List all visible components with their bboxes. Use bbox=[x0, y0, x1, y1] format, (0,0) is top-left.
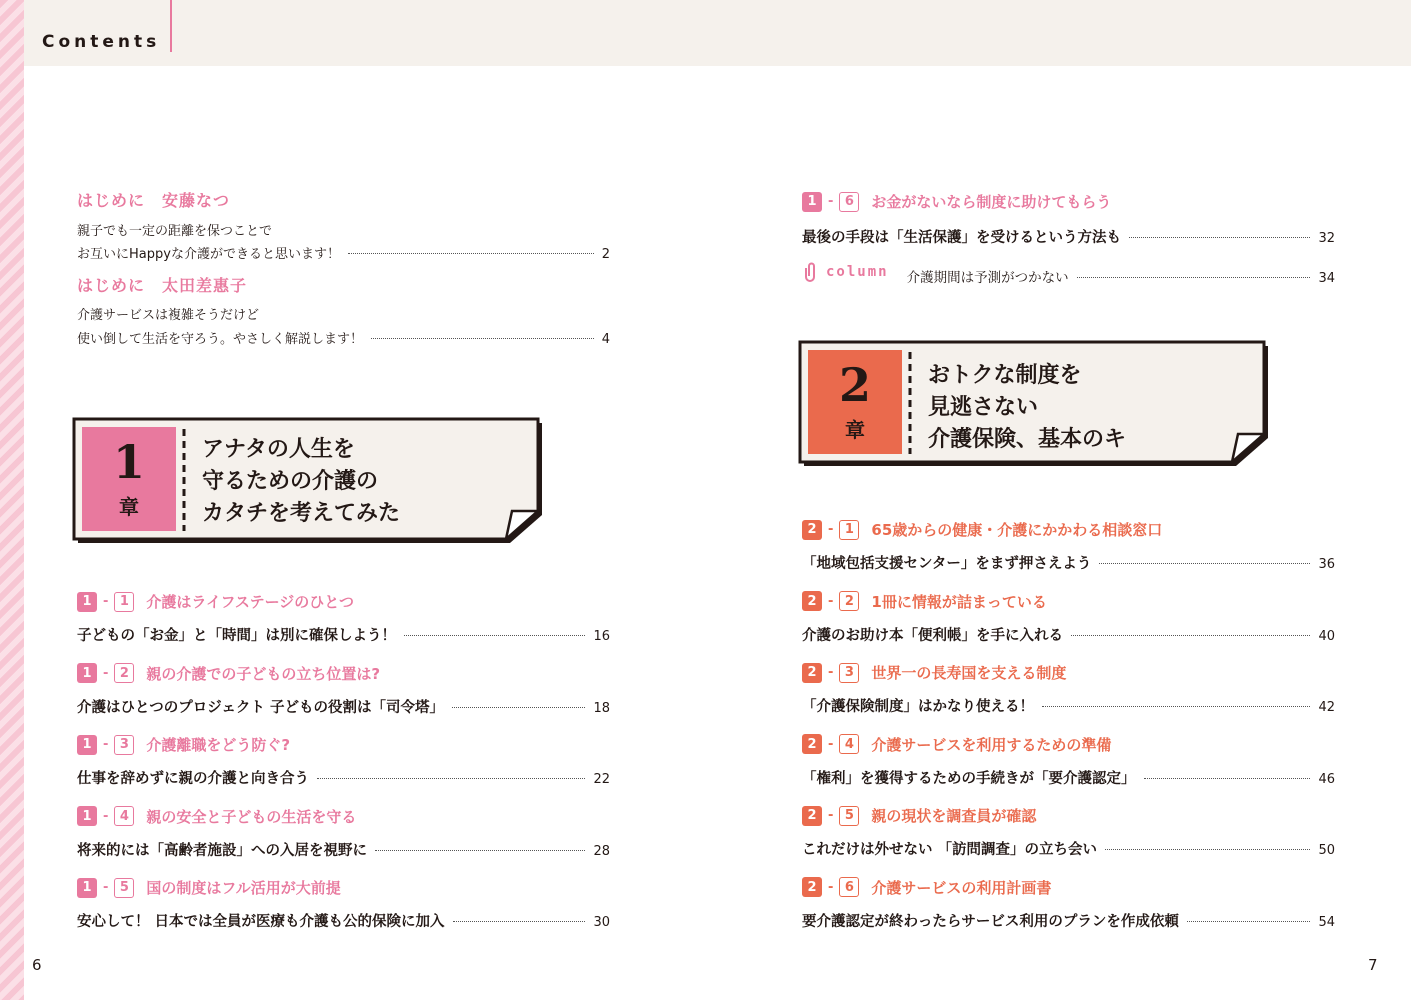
chapter-badge: 1 bbox=[77, 663, 97, 683]
page-number: 4 bbox=[601, 332, 610, 347]
chapter-title-line: おトクな制度を bbox=[928, 363, 1082, 388]
chapter-badge: 2 bbox=[802, 877, 822, 897]
dot-leader bbox=[1071, 635, 1310, 636]
toc-entry[interactable] bbox=[77, 696, 610, 717]
toc-entry[interactable] bbox=[802, 552, 1335, 573]
separator: - bbox=[103, 737, 109, 752]
dot-leader bbox=[348, 253, 594, 254]
section-heading[interactable] bbox=[77, 591, 354, 612]
section-badge: 4 bbox=[114, 806, 134, 826]
section-title: 介護サービスの利用計画書 bbox=[871, 878, 1052, 897]
section-subtitle: 最後の手段は「生活保護」を受けるという方法も bbox=[802, 230, 1121, 246]
toc-entry[interactable] bbox=[802, 695, 1335, 716]
section-title: 介護はライフステージのひとつ bbox=[146, 593, 355, 611]
column-word: column bbox=[826, 264, 889, 280]
page-number: 30 bbox=[593, 915, 610, 930]
section-subtitle: 「地域包括支援センター」をまず押さえよう bbox=[802, 556, 1092, 572]
page-number: 28 bbox=[593, 843, 610, 859]
dot-leader bbox=[317, 778, 585, 779]
section-badge: 4 bbox=[839, 734, 859, 754]
section-title: 国の制度はフル活用が大前提 bbox=[146, 879, 341, 897]
chapter-badge: 1 bbox=[77, 806, 97, 826]
chapter-kanji: 章 bbox=[119, 494, 139, 519]
page-number: 40 bbox=[1318, 628, 1335, 644]
intro-line: 使い倒して生活を守ろう。やさしく解説します！ bbox=[77, 332, 364, 347]
chapter-kanji: 章 bbox=[845, 417, 865, 442]
section-subtitle: 将来的には「高齢者施設」への入居を視野に bbox=[77, 842, 367, 859]
chapter-badge: 2 bbox=[802, 591, 822, 611]
separator: - bbox=[103, 808, 109, 824]
section-subtitle: 仕事を辞めずに親の介護と向き合う bbox=[77, 771, 309, 787]
intro-heading-ando: はじめに 安藤なつ bbox=[77, 191, 231, 210]
separator: - bbox=[828, 522, 834, 537]
section-title: 親の介護での子どもの立ち位置は? bbox=[146, 664, 381, 683]
separator: - bbox=[103, 665, 109, 681]
section-subtitle: 安心して！ 日本では全員が医療も介護も公的保険に加入 bbox=[77, 914, 445, 930]
chapter-number: 1 bbox=[112, 434, 145, 489]
section-badge: 5 bbox=[114, 878, 134, 898]
toc-entry[interactable] bbox=[77, 624, 610, 645]
section-badge: 1 bbox=[839, 520, 859, 540]
separator: - bbox=[828, 194, 834, 209]
column-label bbox=[802, 262, 889, 282]
section-title: 1冊に情報が詰まっている bbox=[871, 592, 1047, 611]
section-heading[interactable] bbox=[77, 734, 290, 755]
toc-entry[interactable] bbox=[802, 767, 1335, 788]
section-badge: 1 bbox=[114, 592, 134, 612]
section-heading[interactable] bbox=[802, 734, 1111, 755]
section-title: 親の現状を調査員が確認 bbox=[871, 807, 1037, 825]
section-title: 65歳からの健康・介護にかかわる相談窓口 bbox=[871, 521, 1163, 539]
decorative-stripe bbox=[0, 0, 24, 1000]
separator: - bbox=[828, 736, 834, 752]
section-title: 世界一の長寿国を支える制度 bbox=[871, 664, 1067, 682]
column-title: 介護期間は予測がつかない bbox=[906, 270, 1069, 286]
toc-entry[interactable] bbox=[802, 226, 1335, 247]
section-subtitle: 「介護保険制度」はかなり使える！ bbox=[802, 699, 1034, 715]
page-number: 54 bbox=[1318, 914, 1335, 930]
section-subtitle: これだけは外せない 「訪問調査」の立ち会い bbox=[802, 842, 1098, 858]
dot-leader bbox=[453, 921, 586, 922]
chapter-badge: 1 bbox=[802, 192, 822, 212]
chapter-title-line: アナタの人生を bbox=[202, 437, 355, 462]
section-title: 介護サービスを利用するための準備 bbox=[871, 735, 1112, 754]
toc-entry[interactable] bbox=[77, 910, 610, 931]
chapter-title-line: 介護保険、基本のキ bbox=[928, 427, 1127, 452]
chapter-badge: 1 bbox=[77, 592, 97, 612]
section-badge: 2 bbox=[839, 591, 859, 611]
dot-leader bbox=[452, 707, 585, 708]
dot-leader bbox=[1077, 277, 1311, 278]
section-subtitle: 「権利」を獲得するための手続きが「要介護認定」 bbox=[802, 770, 1136, 787]
section-heading[interactable] bbox=[77, 806, 356, 827]
chapter1-label bbox=[82, 427, 176, 531]
page-number: 22 bbox=[593, 772, 610, 787]
section-badge: 6 bbox=[839, 877, 859, 897]
dot-leader bbox=[1105, 849, 1310, 850]
column-entry[interactable] bbox=[802, 262, 1335, 286]
page-number: 50 bbox=[1318, 843, 1335, 858]
page-number-left: 6 bbox=[32, 956, 42, 974]
chapter2-label bbox=[808, 350, 902, 454]
separator: - bbox=[828, 808, 834, 823]
header-band bbox=[24, 0, 1411, 66]
separator: - bbox=[828, 879, 834, 895]
chapter-badge: 2 bbox=[802, 663, 822, 683]
page-number: 18 bbox=[593, 700, 610, 716]
section-heading[interactable] bbox=[77, 877, 341, 898]
section-title: 親の安全と子どもの生活を守る bbox=[146, 807, 357, 826]
separator: - bbox=[103, 594, 109, 609]
page-number: 36 bbox=[1318, 557, 1335, 572]
chapter-title-line: 見逃さない bbox=[928, 395, 1039, 420]
dot-leader bbox=[375, 850, 585, 851]
section-badge: 3 bbox=[839, 663, 859, 683]
toc-entry[interactable] bbox=[77, 328, 610, 347]
toc-entry[interactable] bbox=[802, 624, 1335, 645]
section-badge: 5 bbox=[839, 806, 859, 826]
separator: - bbox=[103, 880, 109, 895]
dot-leader bbox=[1144, 778, 1311, 779]
paperclip-icon bbox=[802, 262, 818, 282]
separator: - bbox=[828, 665, 834, 680]
dot-leader bbox=[1187, 921, 1311, 922]
section-subtitle: 子どもの「お金」と「時間」は別に確保しよう！ bbox=[77, 628, 396, 644]
section-heading[interactable] bbox=[802, 877, 1051, 898]
page-number: 32 bbox=[1318, 231, 1335, 246]
toc-entry[interactable] bbox=[802, 910, 1335, 931]
dot-leader bbox=[404, 635, 585, 636]
chapter-number: 2 bbox=[838, 357, 871, 412]
chapter-badge: 2 bbox=[802, 520, 822, 540]
dot-leader bbox=[1099, 563, 1310, 564]
section-subtitle: 介護のお助け本「便利帳」を手に入れる bbox=[802, 627, 1063, 644]
chapter2-title bbox=[928, 360, 1126, 456]
page-number: 34 bbox=[1318, 271, 1335, 286]
section-heading[interactable] bbox=[802, 591, 1047, 612]
intro-heading-ota: はじめに 太田差惠子 bbox=[77, 276, 248, 295]
toc-entry[interactable] bbox=[77, 767, 610, 788]
chapter-title-line: カタチを考えてみた bbox=[202, 501, 401, 526]
toc-entry[interactable] bbox=[77, 243, 610, 262]
section-heading[interactable] bbox=[802, 662, 1066, 683]
dot-leader bbox=[1042, 706, 1310, 707]
chapter-title-line: 守るための介護の bbox=[202, 469, 379, 494]
chapter-badge: 2 bbox=[802, 806, 822, 826]
intro-line: お互いにHappyな介護ができると思います！ bbox=[77, 247, 340, 262]
section-heading[interactable] bbox=[77, 663, 380, 684]
intro-line: 親子でも一定の距離を保つことで bbox=[77, 224, 273, 239]
page-number: 2 bbox=[601, 247, 610, 262]
section-badge: 2 bbox=[114, 663, 134, 683]
chapter-badge: 2 bbox=[802, 734, 822, 754]
section-badge: 6 bbox=[839, 192, 859, 212]
section-heading[interactable] bbox=[802, 191, 1111, 212]
header-divider bbox=[170, 0, 172, 52]
section-heading[interactable] bbox=[802, 519, 1162, 540]
section-title: お金がないなら制度に助けてもらう bbox=[871, 193, 1112, 211]
contents-heading: Contents bbox=[42, 32, 161, 52]
toc-entry[interactable] bbox=[802, 838, 1335, 859]
section-subtitle: 要介護認定が終わったらサービス利用のプランを作成依頼 bbox=[802, 913, 1179, 930]
page-number-right: 7 bbox=[1368, 956, 1378, 974]
toc-entry[interactable] bbox=[77, 839, 610, 860]
chapter-badge: 1 bbox=[77, 735, 97, 755]
dot-leader bbox=[371, 338, 594, 339]
section-heading[interactable] bbox=[802, 805, 1036, 826]
dot-leader bbox=[1129, 237, 1310, 238]
separator: - bbox=[828, 593, 834, 609]
section-title: 介護離職をどう防ぐ? bbox=[146, 736, 291, 754]
chapter1-title bbox=[202, 434, 400, 530]
page-number: 42 bbox=[1318, 700, 1335, 715]
intro-line: 介護サービスは複雑そうだけど bbox=[77, 308, 260, 323]
page-number: 16 bbox=[593, 629, 610, 644]
page-number: 46 bbox=[1318, 771, 1335, 787]
section-subtitle: 介護はひとつのプロジェクト 子どもの役割は「司令塔」 bbox=[77, 699, 444, 716]
section-badge: 3 bbox=[114, 735, 134, 755]
chapter-badge: 1 bbox=[77, 878, 97, 898]
